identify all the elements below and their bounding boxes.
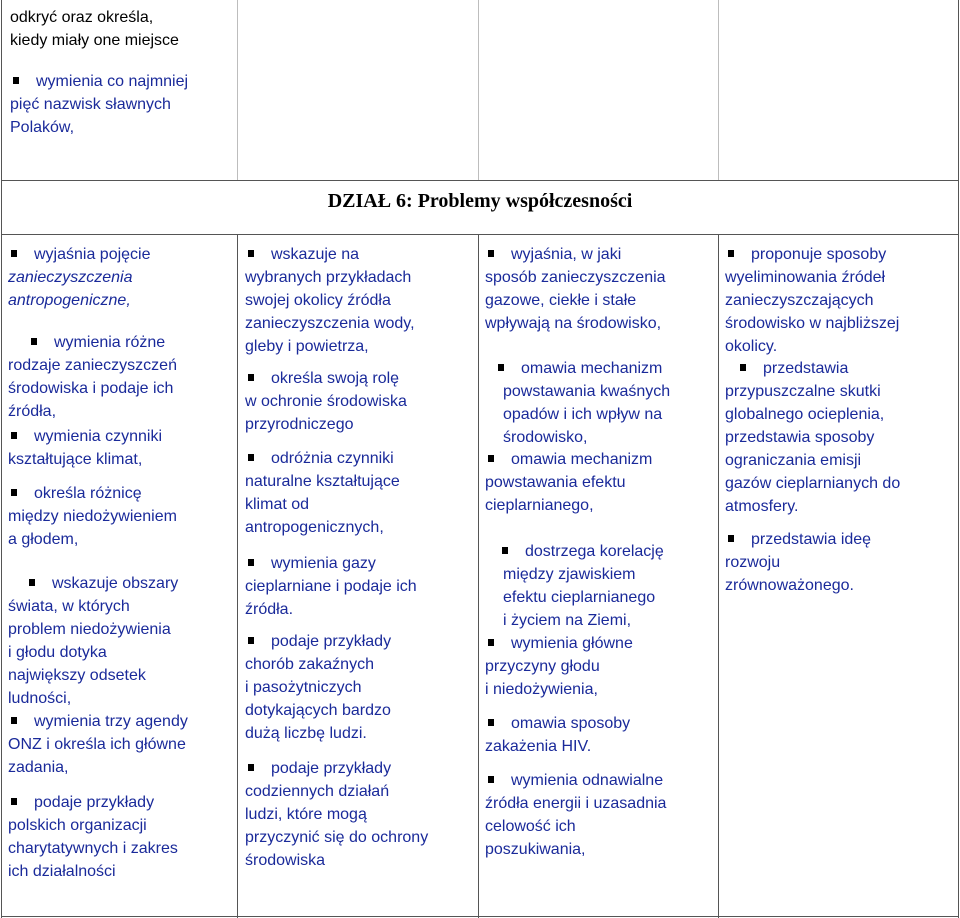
text-line: kiedy miały one miejsce: [10, 32, 179, 49]
text-line: zanieczyszczających: [725, 292, 874, 309]
list-item: [485, 712, 717, 758]
text-line: podaje przykłady: [271, 760, 392, 777]
text-line: określa różnicę: [34, 485, 142, 502]
text-line: zanieczyszczenia wody,: [245, 315, 415, 332]
column-divider-3: [718, 234, 719, 918]
list-item: [725, 357, 957, 518]
list-item: [725, 528, 957, 597]
table-border-left: [1, 0, 2, 918]
text-line: okolicy.: [725, 338, 778, 355]
text-line: omawia sposoby: [511, 715, 631, 732]
text-line: wyjaśnia, w jaki: [511, 246, 622, 263]
text-line: między zjawiskiem: [503, 566, 636, 583]
bullet-icon: [728, 250, 734, 257]
row-divider-heading: [1, 234, 959, 235]
column-divider-top-2: [478, 0, 479, 180]
bullet-icon: [248, 764, 254, 771]
text-line: określa swoją rolę: [271, 370, 400, 387]
text-line: źródła.: [245, 601, 294, 618]
bullet-icon: [488, 719, 494, 726]
text-line: wymienia trzy agendy: [34, 713, 188, 730]
list-item: [245, 630, 477, 745]
text-line: a głodem,: [8, 531, 79, 548]
text-line: ludzi, które mogą: [245, 806, 367, 823]
text-line: dostrzega korelację: [525, 543, 664, 560]
bullet-icon: [498, 364, 504, 371]
text-line: gazowe, ciekłe i stałe: [485, 292, 637, 309]
text-line: gazów cieplarnianych do: [725, 475, 901, 492]
text-line: wyjaśnia pojęcie: [34, 246, 151, 263]
bullet-icon: [11, 489, 17, 496]
text-line: wymienia główne: [511, 635, 633, 652]
bullet-icon: [13, 77, 19, 84]
list-item: [8, 572, 236, 710]
list-item: [245, 552, 477, 621]
text-line: odróżnia czynniki: [271, 450, 394, 467]
text-line: wyeliminowania źródeł: [725, 269, 886, 286]
bullet-icon: [248, 454, 254, 461]
text-line: antropogeniczne,: [8, 292, 131, 309]
text-line: przedstawia sposoby: [725, 429, 875, 446]
bullet-icon: [248, 250, 254, 257]
text-line: przyczyny głodu: [485, 658, 600, 675]
text-line: codziennych działań: [245, 783, 390, 800]
text-line: swojej okolicy źródła: [245, 292, 391, 309]
text-line: i pasożytniczych: [245, 679, 362, 696]
text-line: źródła energii i uzasadnia: [485, 795, 667, 812]
text-line: antropogenicznych,: [245, 519, 384, 536]
text-line: rodzaje zanieczyszczeń: [8, 357, 177, 374]
text-line: zadania,: [8, 759, 69, 776]
text-line: ONZ i określa ich główne: [8, 736, 186, 753]
bullet-icon: [740, 364, 746, 371]
text-line: ich działalności: [8, 863, 116, 880]
text-line: środowisko,: [503, 429, 588, 446]
bullet-icon: [488, 250, 494, 257]
text-line: gleby i powietrza,: [245, 338, 369, 355]
text-line: zanieczyszczenia: [8, 269, 133, 286]
text-line: pięć nazwisk sławnych: [10, 96, 171, 113]
bullet-icon: [248, 637, 254, 644]
text-line: cieplarniane i podaje ich: [245, 578, 417, 595]
bullet-icon: [29, 579, 35, 586]
text-line: cieplarnianego,: [485, 497, 594, 514]
text-line: ograniczania emisji: [725, 452, 862, 469]
text-line: klimat od: [245, 496, 310, 513]
text-line: dotykających bardzo: [245, 702, 391, 719]
text-line: powstawania kwaśnych: [503, 383, 671, 400]
text-line: w ochronie środowiska: [245, 393, 407, 410]
bullet-icon: [11, 432, 17, 439]
bullet-icon: [11, 798, 17, 805]
text-line: przedstawia ideę: [751, 531, 872, 548]
bullet-icon: [488, 455, 494, 462]
text-line: wybranych przykładach: [245, 269, 412, 286]
bullet-icon: [248, 559, 254, 566]
text-line: wymienia co najmniej: [36, 73, 189, 90]
list-item: [8, 791, 236, 883]
list-item: [245, 243, 477, 358]
text-line: opadów i ich wpływ na: [503, 406, 663, 423]
list-item: [245, 757, 477, 872]
text-line: i życiem na Ziemi,: [503, 612, 632, 629]
list-item: [8, 425, 236, 471]
column-divider-2: [478, 234, 479, 918]
list-item: [8, 710, 236, 779]
text-line: przyczynić się do ochrony: [245, 829, 429, 846]
text-line: sposób zanieczyszczenia: [485, 269, 666, 286]
text-line: efektu cieplarnianego: [503, 589, 656, 606]
list-item: [725, 243, 957, 358]
text-line: wymienia odnawialne: [511, 772, 664, 789]
section-heading: DZIAŁ 6: Problemy współczesności: [327, 190, 633, 212]
text-line: środowiska: [245, 852, 326, 869]
text-line: wymienia gazy: [271, 555, 376, 572]
text-line: największy odsetek: [8, 667, 146, 684]
list-item: [8, 243, 236, 312]
text-line: i niedożywienia,: [485, 681, 598, 698]
table-border-right: [958, 0, 959, 918]
text-line: poszukiwania,: [485, 841, 586, 858]
text-line: przyrodniczego: [245, 416, 354, 433]
text-line: atmosfery.: [725, 498, 799, 515]
text-line: omawia mechanizm: [511, 451, 653, 468]
text-line: Polaków,: [10, 119, 75, 136]
bullet-icon: [11, 717, 17, 724]
column-divider-1: [237, 234, 238, 918]
text-line: przypuszczalne skutki: [725, 383, 881, 400]
text-line: kształtujące klimat,: [8, 451, 143, 468]
text-line: rozwoju: [725, 554, 781, 571]
text-line: świata, w których: [8, 598, 130, 615]
text-line: globalnego ocieplenia,: [725, 406, 885, 423]
text-line: odkryć oraz określa,: [10, 9, 154, 26]
text-line: przedstawia: [763, 360, 849, 377]
list-item: [485, 540, 717, 632]
text-line: dużą liczbę ludzi.: [245, 725, 367, 742]
text-line: omawia mechanizm: [521, 360, 663, 377]
text-line: naturalne kształtujące: [245, 473, 400, 490]
text-line: wskazuje na: [271, 246, 360, 263]
bullet-icon: [502, 547, 508, 554]
list-item: [485, 632, 717, 701]
text-line: środowisko w najbliższej: [725, 315, 900, 332]
list-item: [485, 448, 717, 517]
text-line: wymienia czynniki: [34, 428, 163, 445]
text-line: zakażenia HIV.: [485, 738, 592, 755]
list-item: [485, 769, 717, 861]
list-item: [245, 447, 477, 539]
text-line: polskich organizacji: [8, 817, 147, 834]
bullet-icon: [31, 338, 37, 345]
bullet-icon: [488, 639, 494, 646]
text-line: wymienia różne: [54, 334, 166, 351]
text-line: podaje przykłady: [271, 633, 392, 650]
text-line: charytatywnych i zakres: [8, 840, 178, 857]
column-divider-top-3: [718, 0, 719, 180]
list-item: [10, 70, 235, 139]
text-line: między niedożywieniem: [8, 508, 177, 525]
text-line: źródła,: [8, 403, 57, 420]
table-border-bottom: [1, 916, 959, 917]
top-cell-text: [10, 6, 235, 52]
text-line: zrównoważonego.: [725, 577, 854, 594]
text-line: wpływają na środowisko,: [485, 315, 662, 332]
row-divider-top: [1, 180, 959, 181]
list-item: [8, 331, 236, 423]
list-item: [8, 482, 236, 551]
list-item: [245, 367, 477, 436]
column-divider-top-1: [237, 0, 238, 180]
text-line: powstawania efektu: [485, 474, 626, 491]
bullet-icon: [248, 374, 254, 381]
text-line: i głodu dotyka: [8, 644, 107, 661]
text-line: celowość ich: [485, 818, 576, 835]
bullet-icon: [728, 535, 734, 542]
text-line: chorób zakaźnych: [245, 656, 374, 673]
bullet-icon: [11, 250, 17, 257]
text-line: wskazuje obszary: [52, 575, 179, 592]
list-item: [485, 357, 717, 449]
text-line: problem niedożywienia: [8, 621, 171, 638]
bullet-icon: [488, 776, 494, 783]
text-line: proponuje sposoby: [751, 246, 887, 263]
list-item: [485, 243, 717, 335]
text-line: środowiska i podaje ich: [8, 380, 174, 397]
text-line: ludności,: [8, 690, 72, 707]
text-line: podaje przykłady: [34, 794, 155, 811]
